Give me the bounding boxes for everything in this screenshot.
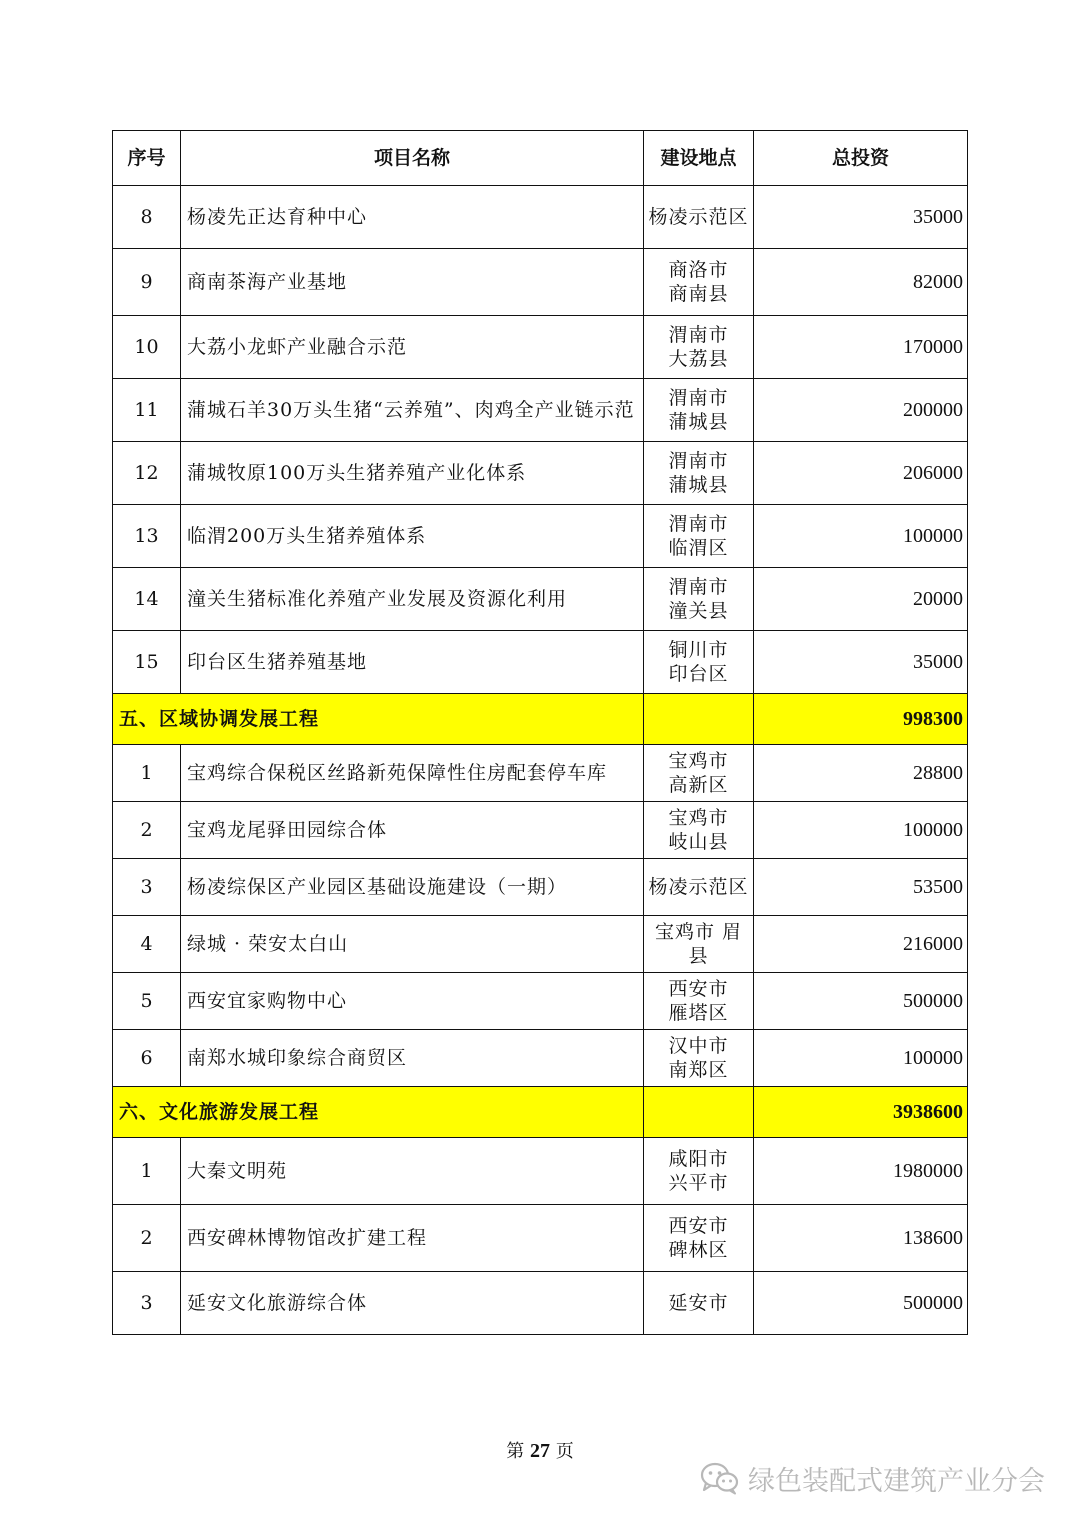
cell-project-name: 临渭200万头生猪养殖体系 [181,505,644,568]
cell-project-name: 大秦文明苑 [181,1138,644,1205]
table-row [113,1205,968,1272]
header-seq: 序号 [113,131,181,186]
cell-project-name: 蒲城牧原100万头生猪养殖产业化体系 [181,442,644,505]
cell-investment: 138600 [754,1205,968,1272]
cell-project-name: 商南茶海产业基地 [181,249,644,316]
location-line: 西安市 [668,978,729,1000]
cell-location [644,186,754,249]
cell-investment: 28800 [754,745,968,802]
watermark-text: 绿色装配式建筑产业分会 [748,1465,1045,1497]
header-investment: 总投资 [754,131,968,186]
section-row [113,1087,968,1138]
cell-project-name: 蒲城石羊30万头生猪“云养殖”、肉鸡全产业链示范 [181,379,644,442]
cell-location [644,631,754,694]
cell-investment: 1980000 [754,1138,968,1205]
section-total: 998300 [754,694,968,745]
cell-investment: 500000 [754,973,968,1030]
cell-seq: 15 [113,631,181,694]
cell-location [644,505,754,568]
cell-seq: 10 [113,316,181,379]
section-location-empty [644,694,754,745]
table-row [113,1030,968,1087]
cell-location [644,1205,754,1272]
cell-investment: 500000 [754,1272,968,1335]
cell-project-name: 大荔小龙虾产业融合示范 [181,316,644,379]
cell-location [644,1272,754,1335]
table-row [113,802,968,859]
location-line: 大荔县 [668,348,729,370]
location-line: 岐山县 [668,831,729,853]
table-row [113,631,968,694]
cell-location [644,916,754,973]
cell-location [644,1030,754,1087]
location-line: 宝鸡市 [668,807,729,829]
cell-location [644,802,754,859]
location-line: 商洛市 [668,259,729,281]
section-location-empty [644,1087,754,1138]
cell-investment: 82000 [754,249,968,316]
cell-seq: 1 [113,1138,181,1205]
cell-location [644,316,754,379]
cell-seq: 1 [113,745,181,802]
cell-investment: 206000 [754,442,968,505]
cell-seq: 8 [113,186,181,249]
cell-location [644,973,754,1030]
location-line: 潼关县 [668,600,729,622]
location-line: 渭南市 [668,513,729,535]
cell-seq: 5 [113,973,181,1030]
cell-location [644,568,754,631]
header-location: 建设地点 [644,131,754,186]
cell-seq: 3 [113,1272,181,1335]
section-title: 五、区域协调发展工程 [113,694,644,745]
section-total: 3938600 [754,1087,968,1138]
cell-seq: 13 [113,505,181,568]
cell-investment: 35000 [754,186,968,249]
cell-location [644,249,754,316]
cell-project-name: 印台区生猪养殖基地 [181,631,644,694]
table-row [113,1138,968,1205]
investment-table [112,130,968,1335]
table-row [113,442,968,505]
page-number-value: 27 [530,1440,550,1462]
table-row [113,745,968,802]
location-line: 碑林区 [668,1239,729,1261]
location-line: 高新区 [668,774,729,796]
cell-project-name: 潼关生猪标准化养殖产业发展及资源化利用 [181,568,644,631]
table-row [113,249,968,316]
page-suffix: 页 [555,1441,574,1462]
header-row [113,131,968,186]
table-row [113,379,968,442]
location-line: 印台区 [668,663,729,685]
cell-location [644,859,754,916]
location-line: 兴平市 [668,1172,729,1194]
location-line: 杨凌示范区 [648,876,749,898]
cell-location [644,745,754,802]
cell-project-name: 西安宜家购物中心 [181,973,644,1030]
cell-seq: 2 [113,802,181,859]
table-row [113,916,968,973]
header-project-name: 项目名称 [181,131,644,186]
table-row [113,859,968,916]
location-line: 咸阳市 [668,1148,729,1170]
cell-seq: 12 [113,442,181,505]
cell-seq: 3 [113,859,181,916]
table-header [113,131,968,186]
cell-project-name: 宝鸡综合保税区丝路新苑保障性住房配套停车库 [181,745,644,802]
location-line: 西安市 [668,1215,729,1237]
table-row [113,186,968,249]
wechat-icon [700,1461,740,1495]
location-line: 雁塔区 [668,1002,729,1024]
cell-seq: 2 [113,1205,181,1272]
location-line: 南郑区 [668,1059,729,1081]
cell-location [644,442,754,505]
section-row [113,694,968,745]
section-title: 六、文化旅游发展工程 [113,1087,644,1138]
location-line: 渭南市 [668,450,729,472]
location-line: 渭南市 [668,387,729,409]
table-row [113,316,968,379]
location-line: 渭南市 [668,576,729,598]
cell-investment: 35000 [754,631,968,694]
cell-project-name: 杨凌先正达育种中心 [181,186,644,249]
location-line: 蒲城县 [668,474,729,496]
location-line: 县 [688,945,709,967]
location-line: 铜川市 [668,639,729,661]
location-line: 宝鸡市 眉 [654,921,743,943]
cell-location [644,1138,754,1205]
cell-project-name: 宝鸡龙尾驿田园综合体 [181,802,644,859]
table-body [113,186,968,1335]
cell-investment: 200000 [754,379,968,442]
table-row [113,1272,968,1335]
cell-project-name: 西安碑林博物馆改扩建工程 [181,1205,644,1272]
cell-project-name: 南郑水城印象综合商贸区 [181,1030,644,1087]
cell-investment: 216000 [754,916,968,973]
location-line: 蒲城县 [668,411,729,433]
cell-investment: 100000 [754,802,968,859]
cell-seq: 6 [113,1030,181,1087]
cell-project-name: 延安文化旅游综合体 [181,1272,644,1335]
location-line: 渭南市 [668,324,729,346]
page-prefix: 第 [506,1441,525,1462]
table-row [113,568,968,631]
location-line: 宝鸡市 [668,750,729,772]
location-line: 商南县 [668,283,729,305]
cell-investment: 100000 [754,1030,968,1087]
location-line: 临渭区 [668,537,729,559]
location-line: 汉中市 [668,1035,729,1057]
location-line: 杨凌示范区 [648,206,749,228]
cell-seq: 4 [113,916,181,973]
location-line: 延安市 [668,1292,729,1314]
cell-seq: 14 [113,568,181,631]
cell-project-name: 杨凌综保区产业园区基础设施建设（一期） [181,859,644,916]
cell-investment: 53500 [754,859,968,916]
watermark [700,1458,1045,1498]
cell-seq: 11 [113,379,181,442]
cell-investment: 100000 [754,505,968,568]
cell-location [644,379,754,442]
cell-investment: 170000 [754,316,968,379]
cell-seq: 9 [113,249,181,316]
cell-project-name: 绿城 · 荣安太白山 [181,916,644,973]
table-row [113,973,968,1030]
table-row [113,505,968,568]
cell-investment: 20000 [754,568,968,631]
